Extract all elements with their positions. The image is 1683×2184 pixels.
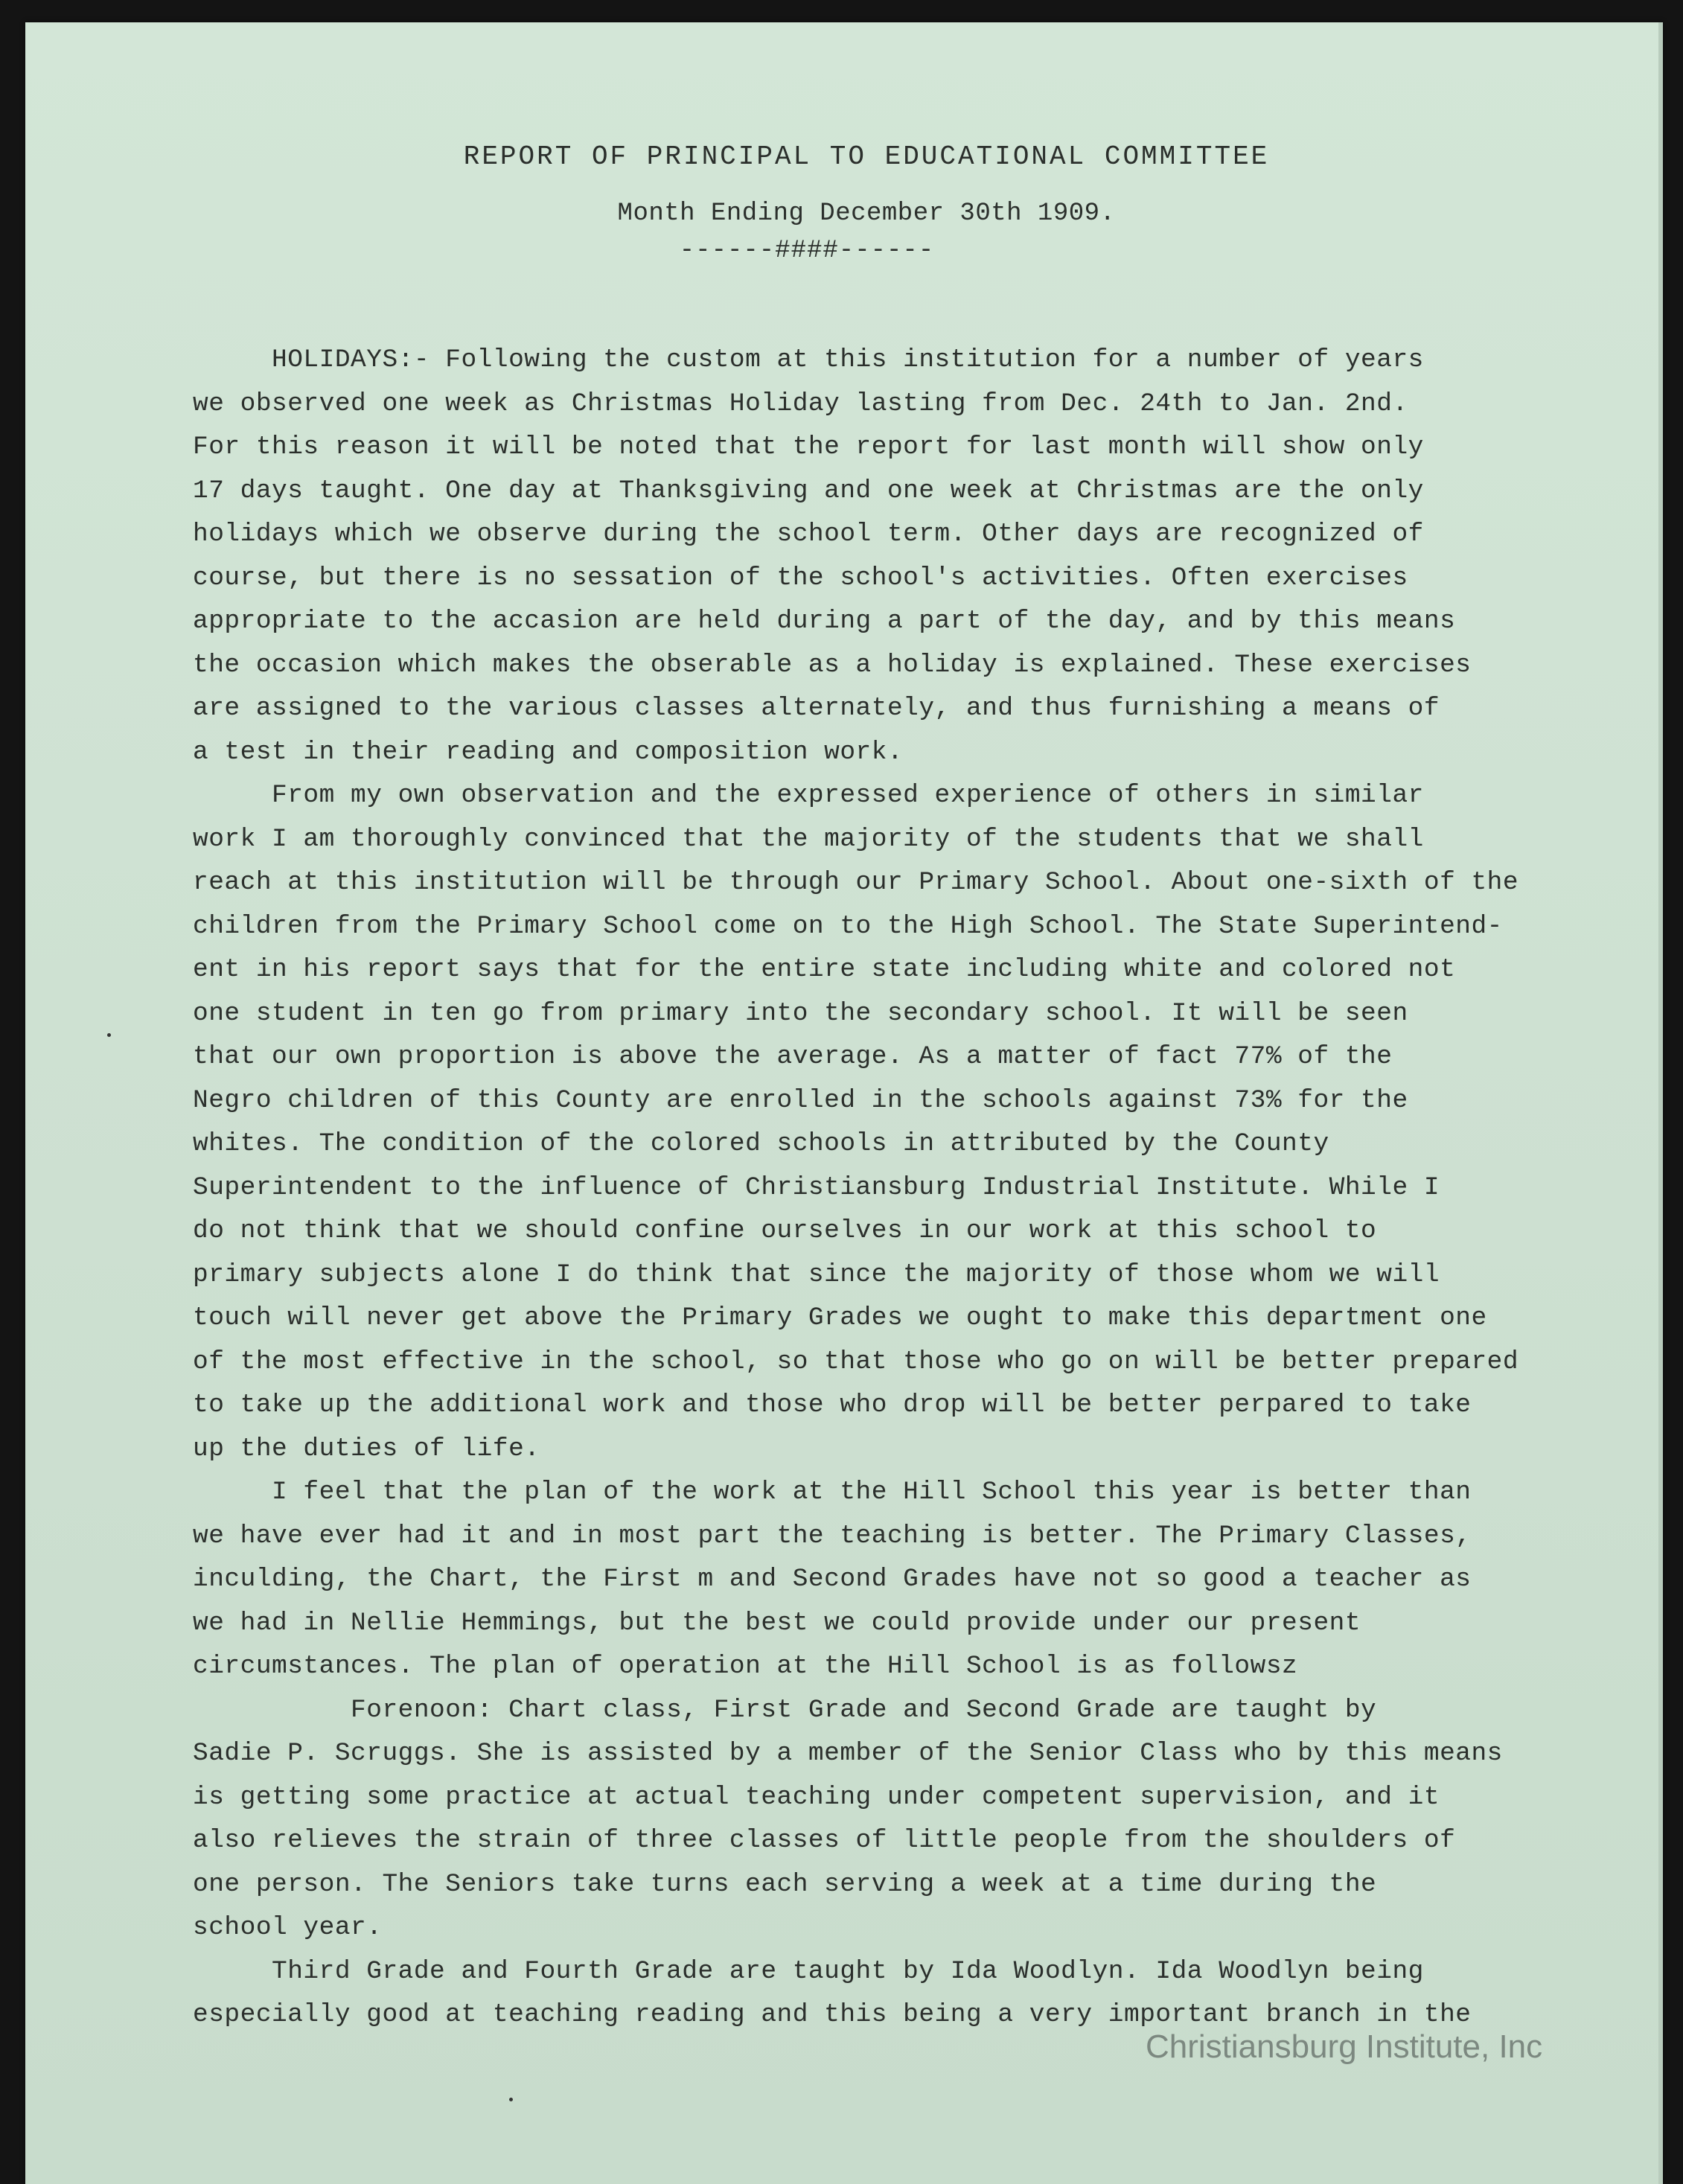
text-line: Forenoon: Chart class, First Grade and Second Grade are taught by [193, 1695, 1377, 1725]
document-page [25, 22, 1663, 2184]
report-body [193, 339, 1659, 2037]
text-line: touch will never get above the Primary Grades we ought to make this department one [193, 1303, 1487, 1332]
text-line: we have ever had it and in most part the teaching is better. The Primary Classes, [193, 1521, 1472, 1551]
text-line: Sadie P. Scruggs. She is assisted by a member of the Senior Class who by this means [193, 1739, 1503, 1768]
text-line: Superintendent to the influence of Christiansburg Industrial Institute. While I [193, 1172, 1440, 1202]
text-line: holidays which we observe during the school term. Other days are recognized of [193, 520, 1424, 549]
text-line: children from the Primary School come on to the High School. The State Superintend- [193, 911, 1503, 941]
text-line: HOLIDAYS:- Following the custom at this institution for a number of years [193, 345, 1424, 374]
text-line: a test in their reading and composition work. [193, 737, 904, 767]
text-line: whites. The condition of the colored schools in attributed by the County [193, 1129, 1329, 1158]
text-line: do not think that we should confine ourselves in our work at this school to [193, 1216, 1377, 1245]
text-line: reach at this institution will be through our Primary School. About one-sixth of the [193, 868, 1519, 897]
report-title: REPORT OF PRINCIPAL TO EDUCATIONAL COMMITTEE [463, 141, 1270, 172]
text-line: is getting some practice at actual teaching under competent supervision, and it [193, 1782, 1440, 1812]
text-line: one person. The Seniors take turns each serving a week at a time during the [193, 1869, 1377, 1899]
text-line: also relieves the strain of three classes of little people from the shoulders of [193, 1826, 1456, 1855]
text-line: circumstances. The plan of operation at the Hill School is as followsz [193, 1652, 1298, 1681]
text-line: are assigned to the various classes alternately, and thus furnishing a means of [193, 694, 1440, 723]
heading-divider: ------####------ [679, 237, 935, 265]
text-line: we observed one week as Christmas Holiday lasting from Dec. 24th to Jan. 2nd. [193, 389, 1408, 418]
text-line: Negro children of this County are enrolled in the schools against 73% for the [193, 1085, 1408, 1115]
paper-speck [509, 2098, 513, 2101]
text-line: up the duties of life. [193, 1434, 540, 1463]
text-line: especially good at teaching reading and this being a very important branch in the [193, 2000, 1472, 2029]
text-line: From my own observation and the expressed experience of others in similar [193, 781, 1424, 810]
text-line: ent in his report says that for the entire state including white and colored not [193, 955, 1456, 984]
text-line: school year. [193, 1913, 383, 1942]
watermark: Christiansburg Institute, Inc [1146, 2028, 1543, 2065]
text-line: to take up the additional work and those who drop will be better perpared to take [193, 1390, 1472, 1420]
text-line: primary subjects alone I do think that since the majority of those whom we will [193, 1259, 1440, 1289]
text-line: For this reason it will be noted that the report for last month will show only [193, 432, 1424, 462]
text-line: Third Grade and Fourth Grade are taught by Ida Woodlyn. Ida Woodlyn being [193, 1956, 1424, 1986]
text-line: work I am thoroughly convinced that the majority of the students that we shall [193, 824, 1424, 854]
text-line: inculding, the Chart, the First m and Second Grades have not so good a teacher as [193, 1565, 1472, 1594]
text-line: we had in Nellie Hemmings, but the best we could provide under our present [193, 1608, 1361, 1638]
text-line: I feel that the plan of the work at the Hill School this year is better than [193, 1478, 1472, 1507]
text-line: course, but there is no sessation of the school's activities. Often exercises [193, 563, 1408, 593]
text-line: that our own proportion is above the average. As a matter of fact 77% of the [193, 1042, 1393, 1071]
text-line: of the most effective in the school, so that those who go on will be better prepared [193, 1347, 1519, 1376]
text-line: 17 days taught. One day at Thanksgiving and one week at Christmas are the only [193, 476, 1424, 505]
report-date: Month Ending December 30th 1909. [617, 199, 1116, 228]
text-line: one student in ten go from primary into the secondary school. It will be seen [193, 998, 1408, 1028]
text-line: appropriate to the accasion are held during a part of the day, and by this means [193, 607, 1456, 636]
paper-speck [107, 1033, 111, 1037]
text-line: the occasion which makes the obserable as a holiday is explained. These exercises [193, 650, 1472, 680]
